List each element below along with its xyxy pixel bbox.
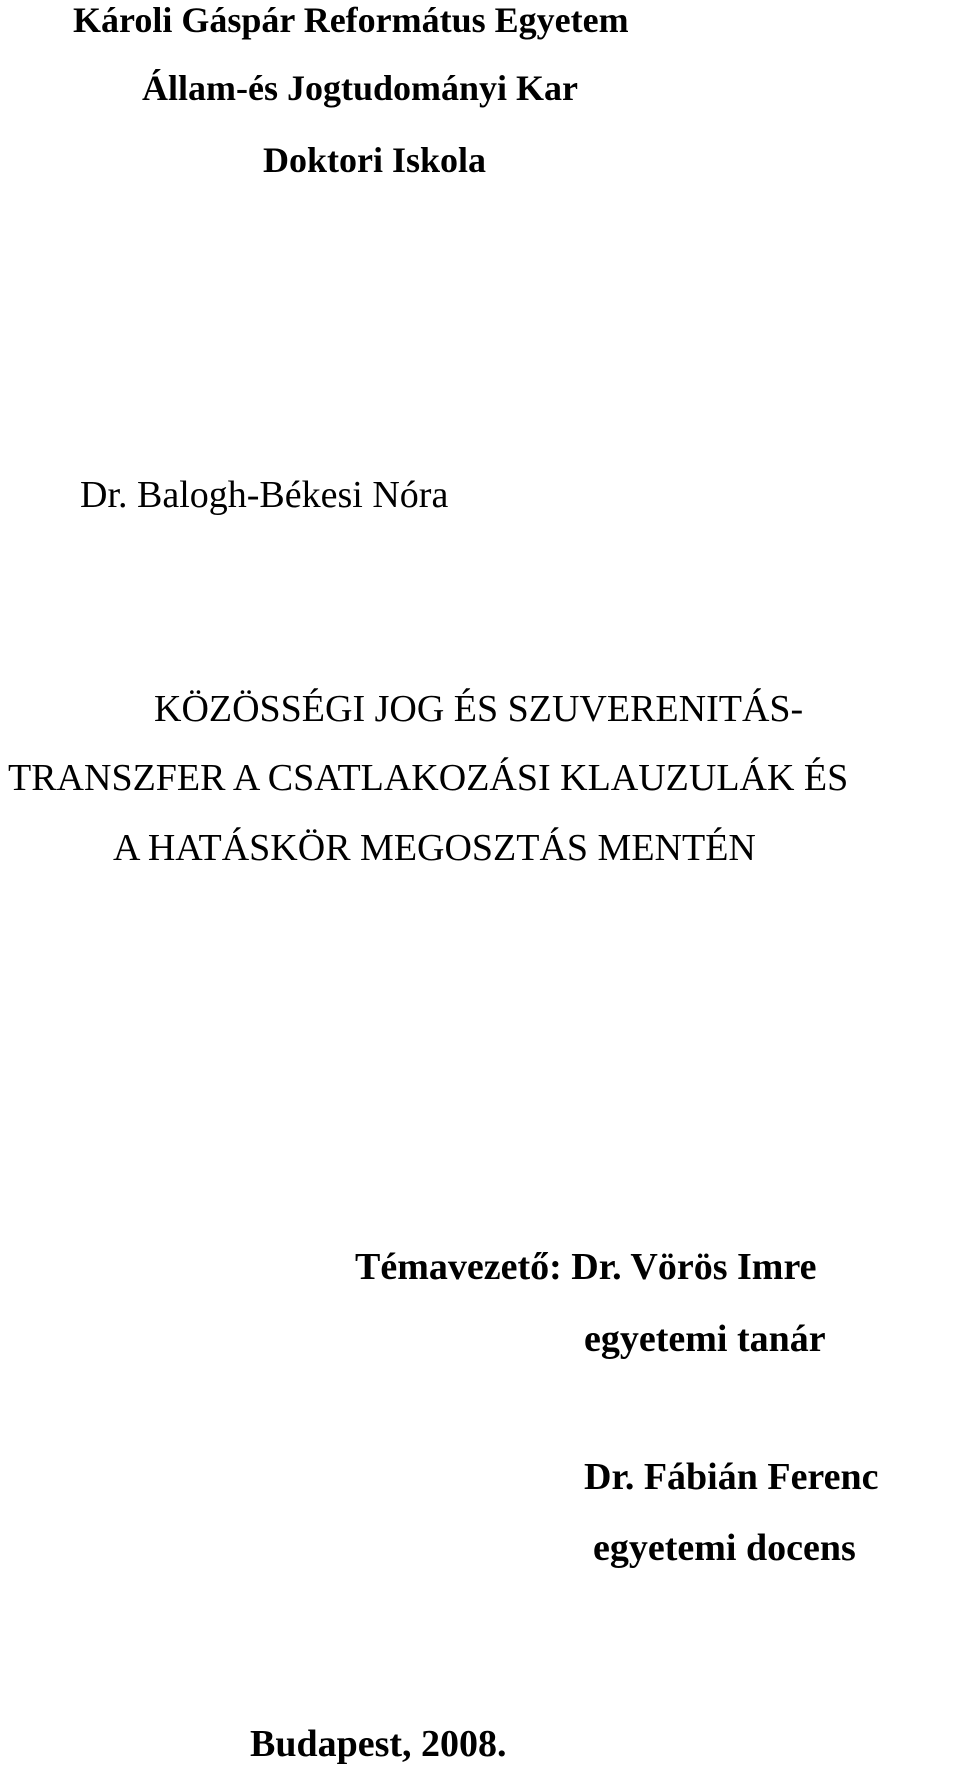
thesis-title-line: A HATÁSKÖR MEGOSZTÁS MENTÉN [113, 827, 756, 869]
thesis-title-line: KÖZÖSSÉGI JOG ÉS SZUVERENITÁS- [154, 688, 804, 730]
university-name: Károli Gáspár Református Egyetem [73, 0, 629, 40]
author-name: Dr. Balogh-Békesi Nóra [80, 474, 449, 516]
supervisor-secondary-rank: egyetemi docens [593, 1527, 856, 1569]
doctoral-school-name: Doktori Iskola [263, 140, 487, 180]
supervisor-primary-rank: egyetemi tanár [584, 1318, 826, 1360]
supervisor-secondary: Dr. Fábián Ferenc [584, 1456, 879, 1498]
thesis-title-line: TRANSZFER A CSATLAKOZÁSI KLAUZULÁK ÉS [8, 757, 849, 799]
supervisor-primary: Témavezető: Dr. Vörös Imre [355, 1246, 817, 1288]
faculty-name: Állam-és Jogtudományi Kar [142, 68, 578, 108]
place-and-date: Budapest, 2008. [250, 1723, 507, 1765]
